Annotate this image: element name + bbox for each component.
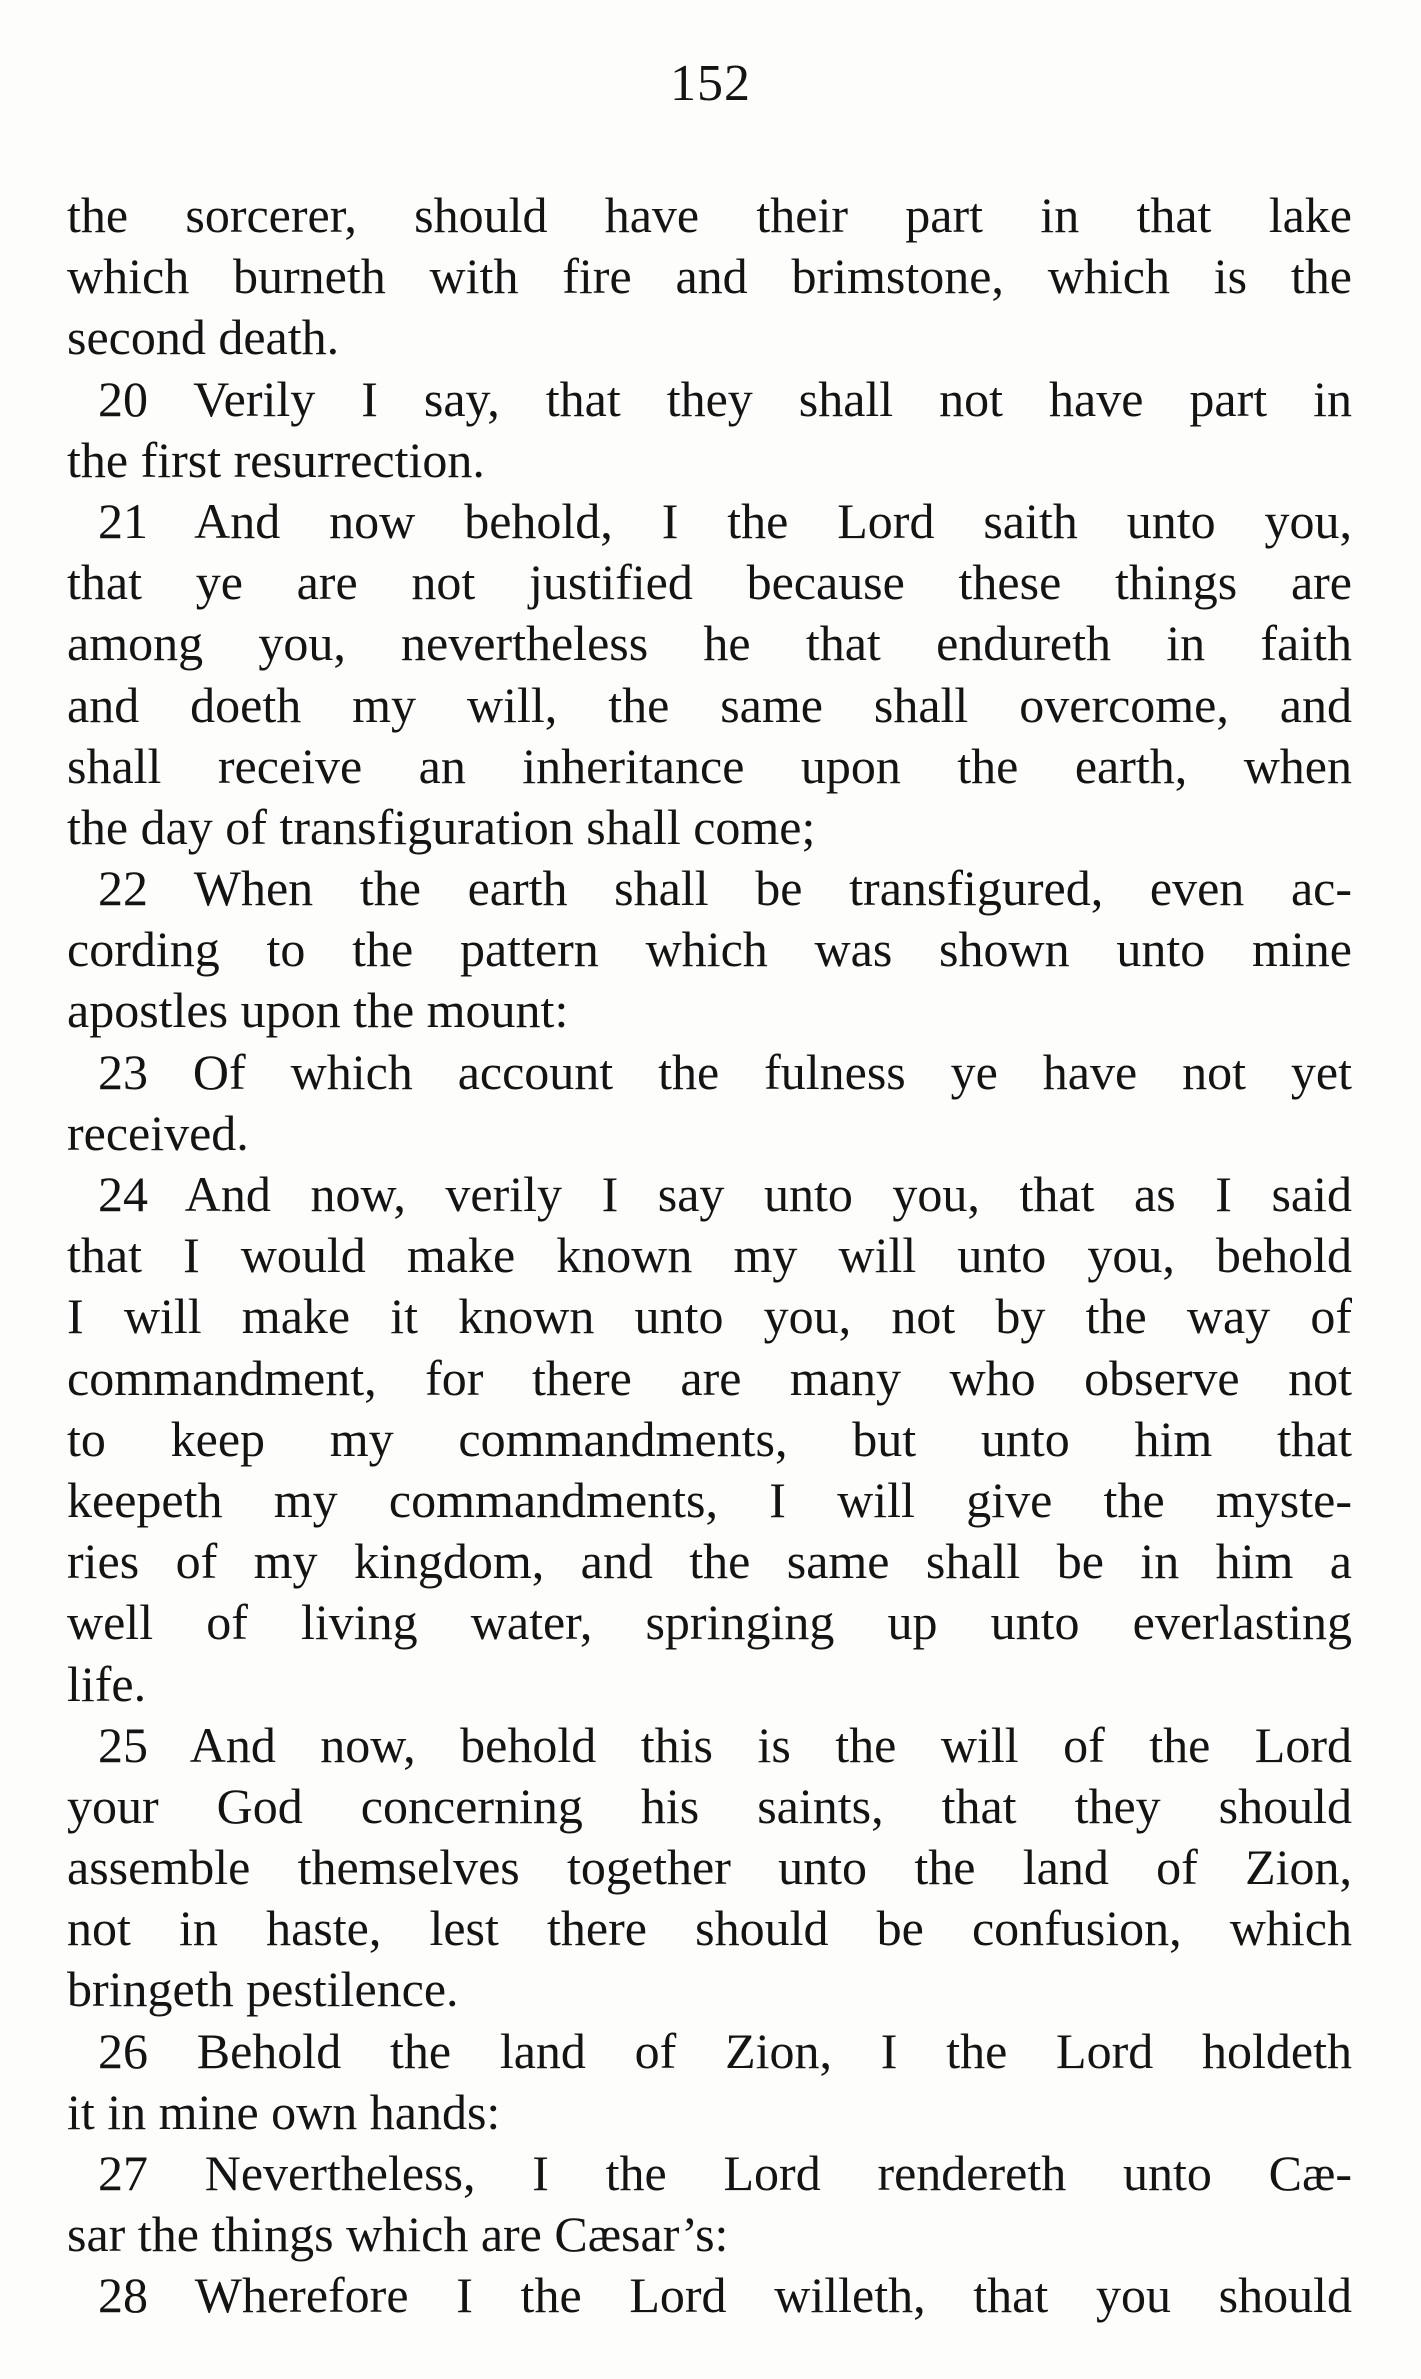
page-text: [67, 185, 1352, 2327]
text-line: cording to the pattern which was shown unto mine: [67, 921, 1352, 978]
text-line: that I would make known my will unto you, behold: [67, 1227, 1352, 1284]
text-line: it in mine own hands:: [67, 2083, 501, 2140]
text-line: the day of transfiguration shall come;: [67, 798, 816, 855]
text-line: I will make it known unto you, not by the way of: [67, 1288, 1352, 1345]
text-line: sar the things which are Cæsar’s:: [67, 2206, 729, 2263]
text-line: life.: [67, 1655, 147, 1712]
text-line: ries of my kingdom, and the same shall be in him a: [67, 1533, 1352, 1590]
text-line: the sorcerer, should have their part in that lake: [67, 187, 1352, 243]
text-line: well of living water, springing up unto everlasting: [67, 1594, 1352, 1651]
text-line: your God concerning his saints, that they should: [67, 1777, 1352, 1834]
text-line: second death.: [67, 309, 340, 366]
text-line: keepeth my commandments, I will give the myste-: [67, 1471, 1352, 1528]
text-line: among you, nevertheless he that endureth in faith: [67, 615, 1352, 672]
text-line: to keep my commandments, but unto him that: [67, 1410, 1352, 1467]
text-line: 24 And now, verily I say unto you, that as I said: [98, 1166, 1352, 1222]
text-line: which burneth with fire and brimstone, which is the: [67, 248, 1352, 305]
text-line: 28 Wherefore I the Lord willeth, that you should: [98, 2267, 1352, 2324]
text-line: 27 Nevertheless, I the Lord rendereth unto Cæ-: [98, 2145, 1352, 2201]
text-line: assemble themselves together unto the land of Zion,: [67, 1839, 1352, 1896]
text-line: received.: [67, 1104, 249, 1161]
text-line: commandment, for there are many who observe not: [67, 1349, 1352, 1406]
text-line: that ye are not justified because these things are: [67, 554, 1352, 611]
text-line: 20 Verily I say, that they shall not have part in: [98, 370, 1352, 427]
text-line: shall receive an inheritance upon the earth, when: [67, 737, 1352, 794]
text-line: 23 Of which account the fulness ye have not yet: [98, 1043, 1352, 1100]
text-line: bringeth pestilence.: [67, 1961, 459, 2018]
text-line: apostles upon the mount:: [67, 982, 569, 1039]
text-line: 21 And now behold, I the Lord saith unto you,: [98, 492, 1352, 549]
text-line: 22 When the earth shall be transfigured, even ac-: [98, 860, 1352, 917]
text-line: the first resurrection.: [67, 431, 485, 488]
text-line: not in haste, lest there should be confusion, which: [67, 1900, 1352, 1957]
text-line: and doeth my will, the same shall overcome, and: [67, 676, 1352, 733]
text-line: 26 Behold the land of Zion, I the Lord holdeth: [98, 2022, 1352, 2079]
text-line: 25 And now, behold this is the will of the Lord: [98, 1716, 1352, 1773]
page-number: 152: [670, 55, 751, 112]
